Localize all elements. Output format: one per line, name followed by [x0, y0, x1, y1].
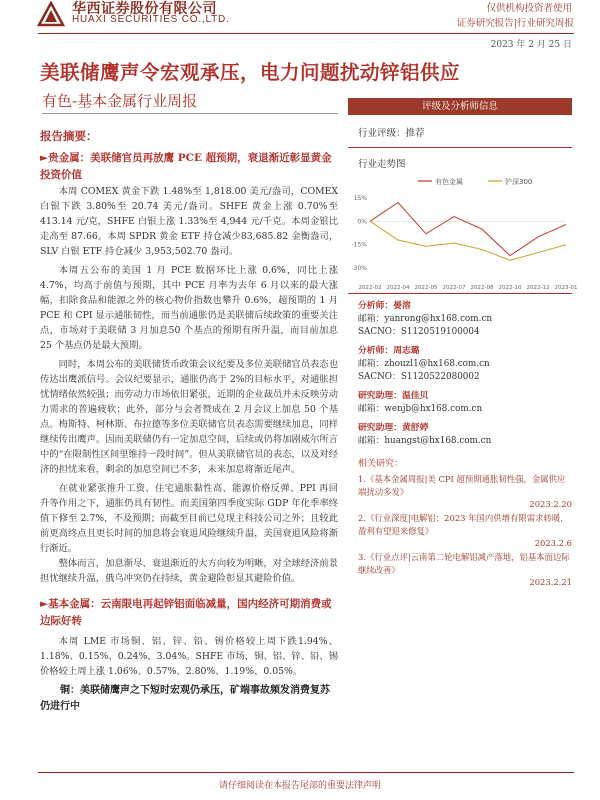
analyst-email: 邮箱：wenjb@hx168.com.cn: [358, 404, 483, 414]
sidebar: [348, 98, 578, 590]
abstract-column: [40, 122, 338, 715]
analyst-sac: SACNO：S1120519100004: [358, 327, 480, 337]
analyst-email: 邮箱：yanrong@hx168.com.cn: [358, 314, 493, 324]
rating-divider: [348, 147, 572, 148]
audience-note: 仅供机构投资者使用: [486, 3, 572, 14]
y-tick-label: 0%: [357, 218, 367, 226]
analyst-block: [348, 345, 572, 384]
paragraph: 本周五公布的美国 1 月 PCE 数据环比上涨 0.6%，同比上涨 4.7%，均高于前值与预期，其中 PCE 月率为去年 6 月以来的最大涨幅，扣除食品和能源之外的核心物价指数也攀升 0.6%，超预期的 1 月 PCE 和 CPI 显示通胀韧性，而当前通胀仍是美联储后续政策的重要关注点，市场对于美联储 3 月加息50 个基点的预期有所升温，而目前加息 25 个基点仍是最大预期。: [40, 265, 338, 351]
section-heading: ►贵金属：美联储官员再放鹰 PCE 超预期，衰退渐近彰显黄金投资价值: [40, 152, 332, 181]
huaxi-logo-icon: [38, 2, 64, 26]
analyst-block: [348, 422, 572, 448]
industry-rating: 行业评级：推荐: [358, 128, 425, 139]
related-heading: 相关研究：: [358, 459, 404, 469]
company-name-cn: 华西证券股份有限公司: [72, 1, 217, 17]
sidebar-banner: 评级及分析师信息: [348, 98, 572, 115]
analyst-role: 分析师：周志璐: [358, 346, 420, 356]
series-line-1: [370, 221, 566, 260]
company-name-en: HUAXI SECURITIES CO.,LTD.: [72, 14, 230, 25]
abstract-heading: 报告摘要：: [40, 129, 98, 143]
report-title: 美联储鹰声令宏观承压，电力问题扰动锌铝供应: [40, 61, 461, 84]
related-report-link[interactable]: 1.《基本金属周报|美 CPI 超预期通胀韧性强，金属供应端扰动多发》: [358, 474, 566, 497]
related-date: 2023.2.6: [534, 538, 572, 548]
x-tick-label: 2022-04: [386, 285, 410, 291]
x-tick-label: 2022-02: [358, 285, 382, 291]
report-subtitle: 有色-基本金属行业周报: [42, 92, 198, 110]
report-date: 2023 年 2 月 25 日: [490, 40, 572, 50]
paragraph: 本周 COMEX 黄金下跌 1.48%至 1,818.00 美元/盎司，COMEX 白银下跌 3.80%至 20.74 美元/盎司。SHFE 黄金上涨 0.70%至 413.14 元/克，SHFE 白银上涨 1.33%至 4,944 元/千克。本周金银比走高至 87.66。本周 SPDR 黄金 ETF 持仓减少83,685.82 金衡盎司，SLV 白银 ETF 持仓减少 3,953,502.70 盎司。: [40, 186, 338, 257]
paragraph: 在就业紧张推升工资、住宅通胀黏性高、能源价格反弹、PPI 再回升等作用之下，通胀仍具有韧性。而美国第四季度实际 GDP 年化季率终值下修至 2.7%，不及预期；而截至目前已兑现主科技公司之外；且较此前更高终点且更长时间的加息将会衰退风险继续升温，美国衰退风险将渐行渐近。: [40, 483, 338, 554]
y-tick-label: -30%: [351, 265, 367, 273]
x-tick-label: 2022-08: [470, 285, 494, 291]
paragraph: 同时，本周公布的美联储货币政策会议纪要及多位美联储官员表态也传达出鹰派信号。会议纪要显示，通胀仍高于 2%的目标水平，对通胀担忧情绪依然较强；而劳动力市场依旧紧张，近期的企业裁员并未反映劳动力需求的普遍疲软；此外，部分与会者赞成在 2 月会议上加息 50 个基点。梅斯特、柯林斯、布拉德等多位美联储官员表态需要继续加息，同样继续传出鹰声。因而美联储仍有一定加息空间，后续或仍将加剧威尔所言中的“在限制性区间里维持一段时间”。但从美联储官员的表态，以及对经济的担忧来看，剩余的加息空间已不多，未来加息将渐近尾声。: [40, 359, 338, 475]
subtitle-divider: [42, 113, 338, 114]
report-type: 证券研究报告|行业研究周报: [456, 18, 574, 29]
analyst-role: 分析师：晏溶: [358, 301, 411, 311]
legend-label: 有色金属: [435, 178, 463, 186]
trend-chart: [348, 174, 578, 294]
y-tick-label: -15%: [351, 241, 367, 249]
copper-note: 铜：美联储鹰声之下短时宏观仍承压，矿端事故频发消费复苏仍进行中: [40, 685, 330, 712]
x-tick-label: 2023-01: [554, 285, 578, 291]
x-tick-label: 2022-12: [526, 285, 550, 291]
analyst-block: [348, 390, 572, 416]
x-tick-label: 2022-10: [498, 285, 522, 291]
section-heading: ►基本金属：云南限电再起锌铝面临减量，国内经济可期消费或边际好转: [40, 598, 332, 627]
legend-label: 沪深300: [505, 178, 533, 186]
related-report-link[interactable]: 2.《行业深度|电解铝：2023 年国内供增有限需求转暖，盈利有望迎来修复》: [358, 513, 569, 536]
related-date: 2023.2.21: [529, 577, 572, 587]
paragraph: 本周 LME 市场铜、铝、锌、铅、锡价格较上周下跌1.94%、1.18%、0.15%、0.24%、3.04%。SHFE 市场，铜、铝、锌、铅、锡价格较上周上涨 1.06%、0.57%、2.80%、1.19%、0.05%。: [40, 636, 338, 677]
analyst-block: [348, 300, 572, 339]
x-tick-label: 2022-07: [442, 285, 466, 291]
related-date: 2023.2.20: [529, 499, 572, 509]
paragraph: 整体而言，加息渐尽、衰退渐近的大方向较为明晰，对全球经济前景担忧继续升温，俄乌冲突仍在持续，黄金避险彰显其避险价值。: [40, 558, 338, 584]
analyst-sac: SACNO：S1120522080002: [358, 372, 480, 382]
trend-chart-svg: [348, 174, 578, 294]
series-line-0: [370, 203, 566, 256]
related-report-link[interactable]: 3.《行业点评|云南第二轮电解铝减产落地，铝基本面边际继续改善》: [358, 552, 570, 575]
analyst-email: 邮箱：zhouzl1@hx168.com.cn: [358, 359, 490, 369]
y-tick-label: 15%: [353, 194, 367, 202]
header-divider: [38, 33, 574, 34]
footer-divider: [38, 772, 574, 773]
analyst-email: 邮箱：huangst@hx168.com.cn: [358, 436, 492, 446]
legal-footer: 请仔细阅读在本报告尾部的重要法律声明: [218, 781, 381, 791]
analyst-role: 研究助理：黄舒婷: [358, 423, 429, 433]
chart-title: 行业走势图: [358, 159, 406, 170]
x-tick-label: 2022-05: [414, 285, 438, 291]
analyst-role: 研究助理：温佳贝: [358, 391, 429, 401]
